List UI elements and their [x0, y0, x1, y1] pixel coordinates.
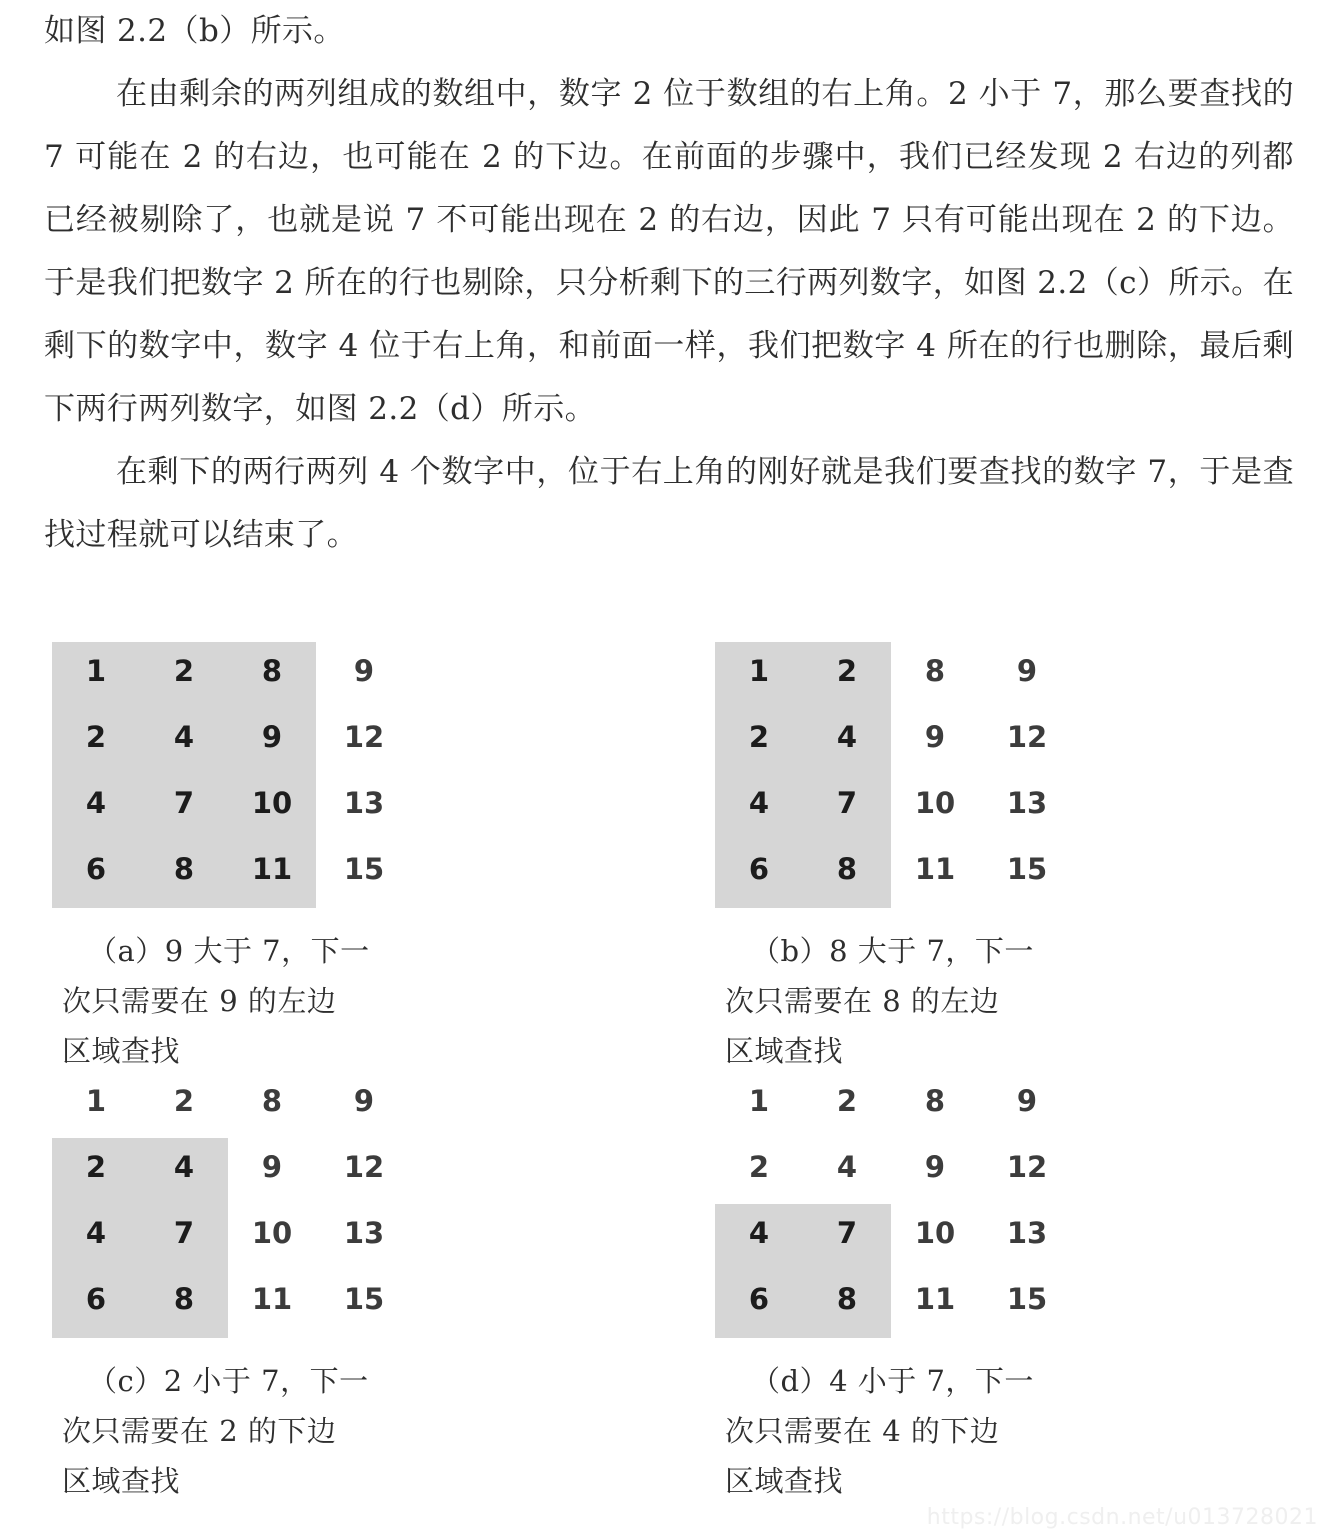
paragraph-0: 如图 2.2（b）所示。	[44, 13, 345, 49]
matrix-cell: 11	[914, 1282, 956, 1316]
matrix-grid-b	[725, 642, 1085, 920]
matrix-cell: 2	[85, 1150, 107, 1184]
matrix-cell: 9	[924, 1150, 946, 1184]
matrix-cell: 8	[836, 852, 858, 886]
caption-line: 区域查找	[62, 1464, 181, 1498]
matrix-cell: 2	[836, 654, 858, 688]
matrix-cell: 12	[343, 1150, 385, 1184]
matrix-cell: 8	[836, 1282, 858, 1316]
matrix-cell: 8	[261, 654, 283, 688]
matrix-cell: 1	[748, 1084, 770, 1118]
figure-2-2	[0, 630, 1328, 1530]
matrix-cell: 4	[173, 1150, 195, 1184]
matrix-cell: 9	[353, 654, 375, 688]
matrix-cell: 11	[251, 852, 293, 886]
matrix-cell: 10	[251, 1216, 293, 1250]
matrix-cell: 2	[748, 1150, 770, 1184]
matrix-cell: 7	[173, 1216, 195, 1250]
figure-caption-c	[62, 1356, 402, 1506]
figure-caption-d	[725, 1356, 1065, 1506]
paragraph-1: 在由剩余的两列组成的数组中，数字 2 位于数组的右上角。2 小于 7，那么要查找的 7 可能在 2 的右边，也可能在 2 的下边。在前面的步骤中，我们已经发现 2 右边的列都已经被剔除了，也就是说 7 不可能出现在 2 的右边，因此 7 只有可能出现在 2 的下边。于是我们把数字 2 所在的行也剔除，只分析剩下的三行两列数字，如图 2.2（c）所示。在剩下的数字中，数字 4 位于右上角，和前面一样，我们把数字 4 所在的行也删除，最后剩下两行两列数字，如图 2.2（d）所示。	[44, 76, 1294, 427]
matrix-cell: 12	[1006, 720, 1048, 754]
caption-line: 区域查找	[725, 1464, 844, 1498]
matrix-cell: 7	[836, 1216, 858, 1250]
matrix-cell: 7	[173, 786, 195, 820]
matrix-cell: 1	[85, 654, 107, 688]
matrix-cell: 2	[173, 654, 195, 688]
matrix-cell: 11	[251, 1282, 293, 1316]
matrix-cell: 15	[1006, 852, 1048, 886]
matrix-grid-a	[62, 642, 422, 920]
matrix-grid-c	[62, 1072, 422, 1350]
matrix-cell: 13	[1006, 786, 1048, 820]
figure-panel-a	[62, 642, 422, 1076]
matrix-cell: 15	[343, 1282, 385, 1316]
matrix-cell: 9	[924, 720, 946, 754]
matrix-cell: 1	[748, 654, 770, 688]
matrix-cell: 6	[748, 852, 770, 886]
article-body	[44, 0, 1294, 567]
matrix-cell: 6	[748, 1282, 770, 1316]
matrix-cell: 2	[836, 1084, 858, 1118]
matrix-cell: 2	[748, 720, 770, 754]
matrix-cell: 8	[261, 1084, 283, 1118]
matrix-cell: 9	[261, 720, 283, 754]
matrix-cell: 1	[85, 1084, 107, 1118]
matrix-cell: 4	[748, 1216, 770, 1250]
matrix-cell: 4	[748, 786, 770, 820]
caption-line: 次只需要在 4 的下边	[725, 1414, 1000, 1448]
matrix-cell: 8	[924, 654, 946, 688]
figure-panel-c	[62, 1072, 422, 1506]
matrix-cell: 2	[173, 1084, 195, 1118]
matrix-cell: 6	[85, 852, 107, 886]
figure-caption-b	[725, 926, 1065, 1076]
matrix-cell: 13	[343, 1216, 385, 1250]
matrix-cell: 9	[261, 1150, 283, 1184]
caption-line: 次只需要在 2 的下边	[62, 1414, 337, 1448]
matrix-cell: 15	[343, 852, 385, 886]
matrix-cell: 7	[836, 786, 858, 820]
caption-line: 次只需要在 9 的左边	[62, 984, 337, 1018]
matrix-cell: 4	[836, 720, 858, 754]
matrix-cell: 11	[914, 852, 956, 886]
matrix-cell: 4	[173, 720, 195, 754]
matrix-cell: 9	[353, 1084, 375, 1118]
matrix-cell: 12	[343, 720, 385, 754]
matrix-cell: 13	[1006, 1216, 1048, 1250]
matrix-cell: 4	[85, 786, 107, 820]
caption-line: 区域查找	[62, 1034, 181, 1068]
matrix-cell: 10	[914, 1216, 956, 1250]
figure-panel-d	[725, 1072, 1085, 1506]
matrix-cell: 4	[836, 1150, 858, 1184]
matrix-cell: 8	[173, 1282, 195, 1316]
matrix-cell: 12	[1006, 1150, 1048, 1184]
caption-line: 次只需要在 8 的左边	[725, 984, 1000, 1018]
matrix-cell: 10	[914, 786, 956, 820]
paragraph-2: 在剩下的两行两列 4 个数字中，位于右上角的刚好就是我们要查找的数字 7，于是查找过程就可以结束了。	[44, 454, 1294, 553]
matrix-cell: 2	[85, 720, 107, 754]
matrix-cell: 15	[1006, 1282, 1048, 1316]
caption-line: （d）4 小于 7，下一	[751, 1364, 1034, 1398]
caption-line: （b）8 大于 7，下一	[751, 934, 1034, 968]
matrix-cell: 10	[251, 786, 293, 820]
caption-line: （a）9 大于 7，下一	[88, 934, 370, 968]
matrix-cell: 9	[1016, 1084, 1038, 1118]
matrix-cell: 8	[924, 1084, 946, 1118]
figure-caption-a	[62, 926, 402, 1076]
matrix-cell: 6	[85, 1282, 107, 1316]
caption-line: （c）2 小于 7，下一	[88, 1364, 369, 1398]
matrix-cell: 13	[343, 786, 385, 820]
matrix-grid-d	[725, 1072, 1085, 1350]
figure-panel-b	[725, 642, 1085, 1076]
matrix-cell: 8	[173, 852, 195, 886]
matrix-cell: 9	[1016, 654, 1038, 688]
matrix-cell: 4	[85, 1216, 107, 1250]
site-watermark: https://blog.csdn.net/u013728021	[926, 1505, 1318, 1530]
caption-line: 区域查找	[725, 1034, 844, 1068]
